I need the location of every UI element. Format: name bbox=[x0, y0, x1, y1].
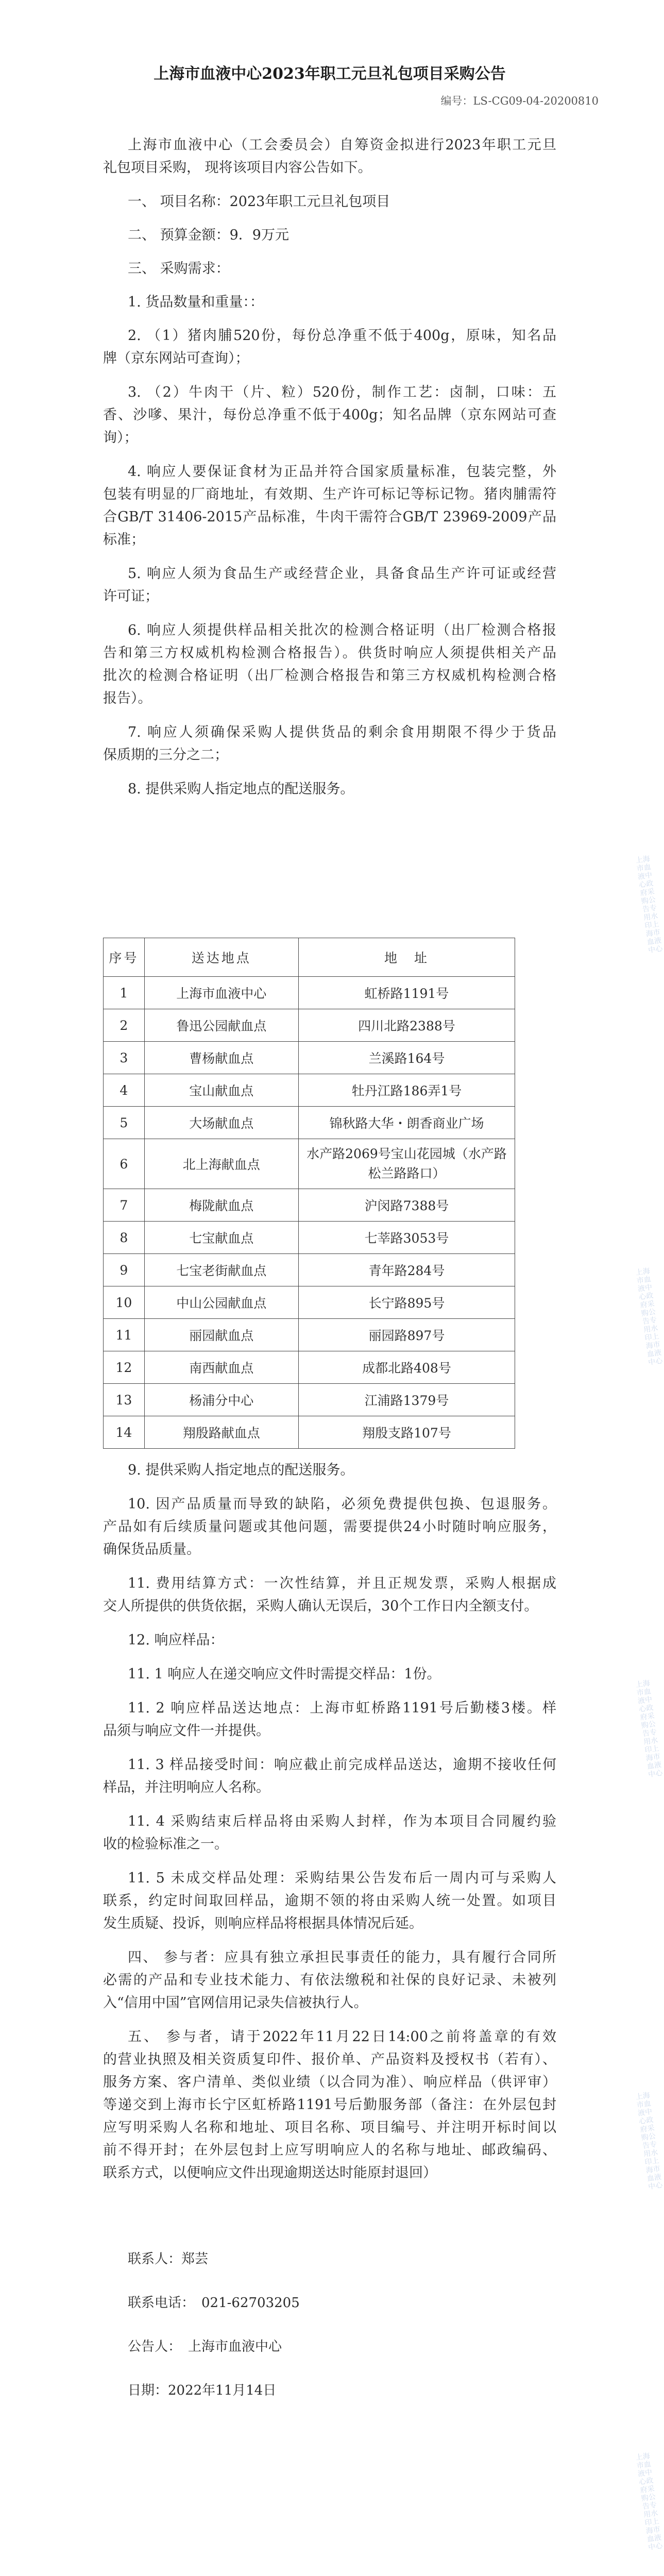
row-address-text: 成都北路408号 bbox=[362, 1361, 451, 1376]
row-location bbox=[144, 1416, 298, 1449]
row-address-text: 翔殷支路107号 bbox=[362, 1426, 451, 1440]
contact-phone: 联系电话： 021-62703205 bbox=[128, 2295, 300, 2311]
watermark: 上海市血液中心政府采购公告专用水印上海市血液中心 bbox=[635, 1679, 663, 1780]
row-address-text: 四川北路2388号 bbox=[358, 1019, 455, 1033]
clause-item: 品须与响应文件一并提供。 bbox=[103, 1723, 270, 1739]
clause-item: 联系，约定时间取回样品，逾期不领的将由采购人统一处置。如项目 bbox=[103, 1893, 556, 1909]
row-address bbox=[298, 1042, 515, 1074]
row-address-text: 牡丹江路186弄1号 bbox=[351, 1083, 462, 1098]
intro-line: 上海市血液中心（工会委员会）自筹资金拟进行2023年职工元旦 bbox=[128, 137, 556, 153]
section-submission: 的营业执照及相关资质复印件、报价单、产品资料及授权书（若有）、 bbox=[103, 2052, 556, 2067]
row-address-text: 水产路2069号宝山花园城（水产路松兰路路口） bbox=[307, 1146, 507, 1181]
requirement-item: 保质期的三分之二； bbox=[103, 747, 228, 763]
row-index bbox=[104, 1074, 145, 1107]
row-address bbox=[298, 1189, 515, 1222]
row-location-text: 中山公园献血点 bbox=[176, 1296, 267, 1311]
row-location-text: 鲁迅公园献血点 bbox=[176, 1019, 267, 1033]
row-index-text: 5 bbox=[120, 1115, 128, 1130]
row-location bbox=[144, 1286, 298, 1319]
requirement-item: 牌（京东网站可查询）； bbox=[103, 350, 249, 366]
row-location-text: 上海市血液中心 bbox=[176, 986, 267, 1001]
table-row bbox=[104, 1254, 515, 1286]
table-row bbox=[104, 1074, 515, 1107]
row-address-text: 虹桥路1191号 bbox=[364, 986, 449, 1001]
row-address bbox=[298, 1222, 515, 1254]
clause-item: 11. 2 响应样品送达地点：上海市虹桥路1191号后勤楼3楼。样 bbox=[128, 1700, 556, 1716]
watermark: 上海市血液中心政府采购公告专用水印上海市血液中心 bbox=[635, 855, 663, 955]
clause-item: 交人所提供的供货依据，采购人确认无误后，30个工作日内全额支付。 bbox=[103, 1598, 538, 1614]
column-header-index: 序号 bbox=[104, 938, 145, 977]
row-address-text: 七莘路3053号 bbox=[364, 1231, 449, 1246]
row-address bbox=[298, 1384, 515, 1416]
row-index bbox=[104, 977, 145, 1009]
row-location-text: 丽园献血点 bbox=[189, 1328, 254, 1343]
requirement-item: 3. （2）牛肉干（片、粒）520份，制作工艺：卤制，口味：五 bbox=[128, 384, 556, 400]
row-location-text: 南西献血点 bbox=[189, 1361, 254, 1376]
row-index-text: 11 bbox=[115, 1327, 132, 1343]
row-address-text: 锦秋路大华・朗香商业广场 bbox=[329, 1116, 484, 1131]
table-row bbox=[104, 1351, 515, 1384]
requirement-item: 合GB/T 31406-2015产品标准，牛肉干需符合GB/T 23969-2009产品 bbox=[103, 509, 556, 525]
table-row bbox=[104, 1222, 515, 1254]
watermark: 上海市血液中心政府采购公告专用水印上海市血液中心 bbox=[635, 1267, 663, 1367]
row-location-text: 七宝献血点 bbox=[189, 1231, 254, 1246]
row-address bbox=[298, 1286, 515, 1319]
section-submission: 五、 参与者，请于2022年11月22日14:00之前将盖章的有效 bbox=[128, 2029, 556, 2045]
row-location bbox=[144, 1042, 298, 1074]
row-index bbox=[104, 1222, 145, 1254]
section-project-name: 一、 项目名称：2023年职工元旦礼包项目 bbox=[128, 194, 390, 210]
section-participants: 四、 参与者：应具有独立承担民事责任的能力，具有履行合同所 bbox=[128, 1950, 556, 1965]
row-location-text: 宝山献血点 bbox=[189, 1083, 254, 1098]
requirement-item: 许可证； bbox=[103, 588, 159, 604]
clause-item: 收的检验标准之一。 bbox=[103, 1836, 228, 1852]
row-address bbox=[298, 1009, 515, 1042]
row-index bbox=[104, 1042, 145, 1074]
row-index-text: 4 bbox=[120, 1082, 128, 1098]
requirement-item: 包装有明显的厂商地址，有效期、生产许可标记等标记物。猪肉脯需符 bbox=[103, 486, 556, 502]
requirement-item: 2. （1）猪肉脯520份，每份总净重不低于400g，原味，知名品 bbox=[128, 328, 556, 344]
requirement-item: 询）； bbox=[103, 430, 138, 446]
requirement-item: 1. 货品数量和重量：： bbox=[128, 294, 264, 310]
row-index-text: 8 bbox=[120, 1230, 128, 1245]
row-location-text: 梅陇献血点 bbox=[189, 1198, 254, 1213]
table-header-row bbox=[104, 938, 515, 977]
row-location-text: 翔殷路献血点 bbox=[182, 1426, 260, 1440]
intro-line: 礼包项目采购， 现将该项目内容公告如下。 bbox=[103, 160, 372, 176]
row-index-text: 2 bbox=[120, 1018, 128, 1033]
row-address-text: 沪闵路7388号 bbox=[364, 1198, 449, 1213]
row-index bbox=[104, 1254, 145, 1286]
row-index-text: 3 bbox=[120, 1050, 128, 1065]
row-index bbox=[104, 1384, 145, 1416]
announcer: 公告人： 上海市血液中心 bbox=[128, 2339, 282, 2354]
row-address bbox=[298, 1107, 515, 1139]
delivery-address-table bbox=[103, 938, 515, 1449]
row-index bbox=[104, 1416, 145, 1449]
clause-item: 样品，并注明响应人名称。 bbox=[103, 1780, 270, 1795]
requirement-item: 标准； bbox=[103, 532, 145, 548]
row-index bbox=[104, 1189, 145, 1222]
requirement-item: 告和第三方权威机构检测合格报告）。供货时响应人须提供相关产品 bbox=[103, 645, 556, 661]
clause-item: 产品如有后续质量问题或其他问题，需要提供24小时随时响应服务， bbox=[103, 1519, 556, 1535]
clause-item: 确保货品质量。 bbox=[103, 1541, 200, 1557]
document-number: 编号：LS-CG09-04-20200810 bbox=[440, 95, 599, 107]
section-submission: 服务方案、客户清单、类似业绩（以合同为准）、响应样品（供评审） bbox=[103, 2074, 556, 2090]
row-location bbox=[144, 1351, 298, 1384]
column-header-location: 送达地点 bbox=[144, 938, 298, 977]
section-requirements: 三、 采购需求： bbox=[128, 261, 230, 277]
requirement-item: 6. 响应人须提供样品相关批次的检测合格证明（出厂检测合格报 bbox=[128, 622, 556, 638]
clause-item: 10. 因产品质量而导致的缺陷，必须免费提供包换、包退服务。 bbox=[128, 1496, 556, 1512]
row-address bbox=[298, 1416, 515, 1449]
watermark: 上海市血液中心政府采购公告专用水印上海市血液中心 bbox=[635, 2091, 663, 2192]
row-index bbox=[104, 1351, 145, 1384]
row-location bbox=[144, 1139, 298, 1189]
requirement-item: 4. 响应人要保证食材为正品并符合国家质量标准，包装完整，外 bbox=[128, 464, 556, 480]
requirement-item: 报告）。 bbox=[103, 690, 152, 706]
row-address-text: 丽园路897号 bbox=[368, 1328, 445, 1343]
table-row bbox=[104, 1416, 515, 1449]
clause-item: 9. 提供采购人指定地点的配送服务。 bbox=[128, 1462, 354, 1478]
requirement-item: 批次的检测合格证明（出厂检测合格报告和第三方权威机构检测合格 bbox=[103, 668, 556, 684]
row-index-text: 6 bbox=[120, 1156, 128, 1172]
section-budget: 二、 预算金额：9．9万元 bbox=[128, 227, 289, 243]
announcement-date: 日期：2022年11月14日 bbox=[128, 2383, 277, 2398]
row-location-text: 大场献血点 bbox=[189, 1116, 254, 1131]
row-index-text: 9 bbox=[120, 1262, 128, 1278]
row-address bbox=[298, 1074, 515, 1107]
row-location bbox=[144, 1189, 298, 1222]
table-row bbox=[104, 1286, 515, 1319]
row-index bbox=[104, 1286, 145, 1319]
row-address bbox=[298, 1139, 515, 1189]
clause-item: 11. 3 样品接受时间：响应截止前完成样品送达，逾期不接收任何 bbox=[128, 1757, 556, 1773]
row-location bbox=[144, 1222, 298, 1254]
row-address-text: 青年路284号 bbox=[368, 1263, 445, 1278]
row-index-text: 13 bbox=[115, 1392, 132, 1408]
clause-item: 12. 响应样品： bbox=[128, 1632, 224, 1648]
section-submission: 应写明采购人名称和地址、项目名称、项目编号、并注明开标时间以 bbox=[103, 2120, 556, 2136]
row-index-text: 10 bbox=[115, 1295, 132, 1310]
table-row bbox=[104, 1009, 515, 1042]
section-submission: 联系方式，以便响应文件出现逾期送达时能原封退回） bbox=[103, 2165, 437, 2181]
clause-item: 发生质疑、投诉，则响应样品将根据具体情况后延。 bbox=[103, 1916, 423, 1931]
row-address bbox=[298, 1351, 515, 1384]
row-address bbox=[298, 1254, 515, 1286]
row-index bbox=[104, 1009, 145, 1042]
table-row bbox=[104, 1107, 515, 1139]
clause-item: 11. 4 采购结束后样品将由采购人封样，作为本项目合同履约验 bbox=[128, 1814, 556, 1829]
section-participants: 入“信用中国”官网信用记录失信被执行人。 bbox=[103, 1995, 368, 2011]
column-header-address: 地 址 bbox=[298, 938, 515, 977]
requirement-item: 香、沙嗲、果汁，每份总净重不低于400g；知名品牌（京东网站可查 bbox=[103, 407, 556, 423]
row-location bbox=[144, 1107, 298, 1139]
contact-person: 联系人：郑芸 bbox=[128, 2251, 209, 2267]
row-index-text: 1 bbox=[120, 985, 128, 1001]
row-location-text: 杨浦分中心 bbox=[189, 1393, 254, 1408]
row-location bbox=[144, 1384, 298, 1416]
table-row bbox=[104, 1189, 515, 1222]
table-row bbox=[104, 1319, 515, 1351]
watermark: 上海市血液中心政府采购公告专用水印上海市血液中心 bbox=[635, 2452, 663, 2552]
row-index-text: 7 bbox=[120, 1197, 128, 1213]
section-participants: 必需的产品和专业技术能力、有依法缴税和社保的良好记录、未被列 bbox=[103, 1972, 556, 1988]
requirement-item: 8. 提供采购人指定地点的配送服务。 bbox=[128, 781, 354, 797]
row-location bbox=[144, 977, 298, 1009]
requirement-item: 7. 响应人须确保采购人提供货品的剩余食用期限不得少于货品 bbox=[128, 724, 556, 740]
row-index-text: 12 bbox=[115, 1360, 132, 1375]
row-address bbox=[298, 1319, 515, 1351]
table-row bbox=[104, 1139, 515, 1189]
table-row bbox=[104, 1042, 515, 1074]
row-address-text: 长宁路895号 bbox=[368, 1296, 445, 1311]
row-location-text: 北上海献血点 bbox=[182, 1157, 260, 1172]
clause-item: 11. 1 响应人在递交响应文件时需提交样品：1份。 bbox=[128, 1666, 441, 1682]
row-index bbox=[104, 1319, 145, 1351]
row-location bbox=[144, 1009, 298, 1042]
row-index-text: 14 bbox=[115, 1425, 132, 1440]
row-index bbox=[104, 1139, 145, 1189]
clause-item: 11. 5 未成交样品处理：采购结果公告发布后一周内可与采购人 bbox=[128, 1870, 556, 1886]
row-location-text: 七宝老街献血点 bbox=[176, 1263, 267, 1278]
page-title: 上海市血液中心2023年职工元旦礼包项目采购公告 bbox=[154, 65, 506, 83]
row-address-text: 兰溪路164号 bbox=[368, 1051, 445, 1066]
row-address-text: 江浦路1379号 bbox=[364, 1393, 449, 1408]
section-submission: 等递交到上海市长宁区虹桥路1191号后勤服务部（备注：在外层包封 bbox=[103, 2097, 556, 2113]
row-index bbox=[104, 1107, 145, 1139]
row-location bbox=[144, 1319, 298, 1351]
section-submission: 前不得开封；在外层包封上应写明响应人的名称与地址、邮政编码、 bbox=[103, 2142, 556, 2158]
clause-item: 11. 费用结算方式：一次性结算，并且正规发票，采购人根据成 bbox=[128, 1575, 556, 1591]
table-row bbox=[104, 977, 515, 1009]
row-location-text: 曹杨献血点 bbox=[189, 1051, 254, 1066]
row-location bbox=[144, 1074, 298, 1107]
requirement-item: 5. 响应人须为食品生产或经营企业，具备食品生产许可证或经营 bbox=[128, 566, 556, 582]
row-location bbox=[144, 1254, 298, 1286]
table-row bbox=[104, 1384, 515, 1416]
row-address bbox=[298, 977, 515, 1009]
